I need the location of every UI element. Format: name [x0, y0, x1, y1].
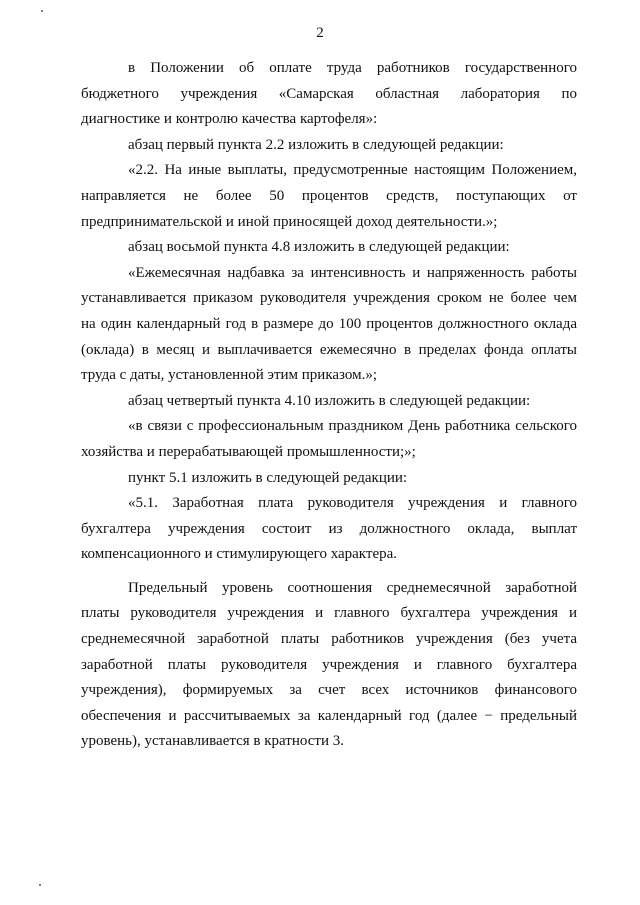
text-line: уровень), устанавливается в кратности 3. — [81, 733, 344, 750]
paragraph — [81, 235, 577, 261]
text-line: компенсационного и стимулирующего характера. — [81, 546, 398, 563]
paragraph-gap — [81, 568, 577, 576]
paragraph — [81, 56, 577, 133]
text-line: Предельный уровень соотношения среднемесячной заработной — [128, 579, 577, 596]
text-line: предпринимательской и иной приносящей доход деятельности.»; — [81, 213, 498, 230]
text-line: обеспечения и рассчитываемых за календарный год (далее − предельный — [81, 707, 577, 724]
text-line: устанавливается приказом руководителя учреждения сроком не более чем — [81, 290, 577, 307]
text-line: направляется не более 50 процентов средств, поступающих от — [81, 187, 577, 204]
text-line: абзац восьмой пункта 4.8 изложить в следующей редакции: — [128, 239, 510, 256]
scan-speck — [41, 10, 43, 12]
page-number: 2 — [316, 25, 324, 41]
text-line: «5.1. Заработная плата руководителя учреждения и главного — [128, 495, 577, 512]
scan-speck — [39, 884, 41, 886]
paragraph — [81, 133, 577, 159]
text-line: «Ежемесячная надбавка за интенсивность и напряженность работы — [128, 264, 577, 281]
text-line: заработной платы руководителя учреждения и главного бухгалтера — [81, 656, 577, 673]
text-line: в Положении об оплате труда работников государственного — [128, 60, 577, 76]
paragraph — [81, 466, 577, 492]
text-line: абзац первый пункта 2.2 изложить в следующей редакции: — [128, 136, 504, 153]
text-line: хозяйства и перерабатывающей промышленности;»; — [81, 443, 416, 460]
text-line: «2.2. На иные выплаты, предусмотренные настоящим Положением, — [128, 162, 577, 179]
paragraph — [81, 576, 577, 755]
text-line: учреждения), формируемых за счет всех источников финансового — [81, 682, 577, 699]
text-line: пункт 5.1 изложить в следующей редакции: — [128, 469, 408, 486]
text-line: диагностике и контролю качества картофеля»: — [81, 111, 378, 128]
text-line: труда с даты, установленной этим приказом.»; — [81, 367, 378, 384]
paragraph — [81, 261, 577, 389]
paragraph — [81, 389, 577, 415]
text-line: (оклада) в месяц и выплачивается ежемесячно в пределах фонда оплаты — [81, 341, 577, 358]
text-line: бюджетного учреждения «Самарская областная лаборатория по — [81, 85, 577, 102]
document-body — [81, 56, 577, 755]
paragraph — [81, 158, 577, 235]
text-line: «в связи с профессиональным праздником День работника сельского — [128, 418, 577, 435]
paragraph — [81, 414, 577, 465]
text-line: на один календарный год в размере до 100 процентов должностного оклада — [81, 315, 577, 332]
text-line: абзац четвертый пункта 4.10 изложить в следующей редакции: — [128, 392, 531, 409]
text-line: бухгалтера учреждения состоит из должностного оклада, выплат — [81, 520, 577, 537]
paragraph — [81, 491, 577, 568]
text-line: среднемесячной заработной платы работников учреждения (без учета — [81, 631, 577, 648]
text-line: платы руководителя учреждения и главного бухгалтера учреждения и — [81, 605, 577, 622]
